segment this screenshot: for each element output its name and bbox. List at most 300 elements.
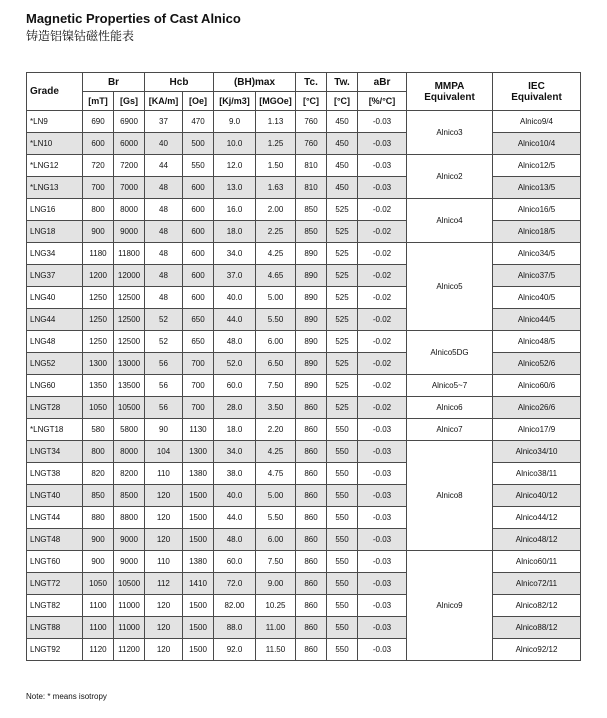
cell-abr: -0.03 xyxy=(358,111,407,133)
cell-iec-equivalent: Alnico34/10 xyxy=(493,441,581,463)
cell-hcb-kam: 120 xyxy=(145,639,183,661)
cell-bh-kjm3: 16.0 xyxy=(214,199,256,221)
cell-grade: LNGT88 xyxy=(27,617,83,639)
cell-bh-mgoe: 2.25 xyxy=(256,221,296,243)
cell-tc: 850 xyxy=(296,199,327,221)
cell-bh-kjm3: 40.0 xyxy=(214,287,256,309)
cell-iec-equivalent: Alnico44/5 xyxy=(493,309,581,331)
cell-hcb-oe: 1380 xyxy=(183,551,214,573)
cell-bh-mgoe: 11.00 xyxy=(256,617,296,639)
table-row xyxy=(27,155,581,177)
cell-grade: LNGT28 xyxy=(27,397,83,419)
cell-bh-kjm3: 18.0 xyxy=(214,221,256,243)
cell-tc: 760 xyxy=(296,133,327,155)
cell-tc: 890 xyxy=(296,287,327,309)
cell-hcb-oe: 700 xyxy=(183,375,214,397)
cell-bh-mgoe: 6.50 xyxy=(256,353,296,375)
cell-tw: 525 xyxy=(327,287,358,309)
cell-abr: -0.02 xyxy=(358,375,407,397)
cell-br-mt: 1120 xyxy=(83,639,114,661)
cell-hcb-kam: 44 xyxy=(145,155,183,177)
cell-hcb-kam: 56 xyxy=(145,397,183,419)
cell-tw: 525 xyxy=(327,353,358,375)
cell-iec-equivalent: Alnico40/5 xyxy=(493,287,581,309)
cell-tc: 860 xyxy=(296,485,327,507)
cell-tc: 860 xyxy=(296,617,327,639)
cell-tw: 525 xyxy=(327,199,358,221)
cell-bh-kjm3: 82.00 xyxy=(214,595,256,617)
cell-hcb-kam: 52 xyxy=(145,331,183,353)
cell-br-mt: 1250 xyxy=(83,331,114,353)
cell-bh-mgoe: 10.25 xyxy=(256,595,296,617)
cell-tc: 890 xyxy=(296,309,327,331)
cell-tc: 860 xyxy=(296,507,327,529)
cell-bh-kjm3: 38.0 xyxy=(214,463,256,485)
cell-grade: LNG37 xyxy=(27,265,83,287)
cell-bh-mgoe: 2.20 xyxy=(256,419,296,441)
cell-br-mt: 1200 xyxy=(83,265,114,287)
tw-header: Tw. xyxy=(327,73,358,92)
cell-tc: 860 xyxy=(296,441,327,463)
cell-br-mt: 880 xyxy=(83,507,114,529)
cell-br-gs: 7200 xyxy=(114,155,145,177)
cell-abr: -0.03 xyxy=(358,419,407,441)
cell-br-mt: 820 xyxy=(83,463,114,485)
cell-abr: -0.02 xyxy=(358,243,407,265)
cell-bh-mgoe: 6.00 xyxy=(256,331,296,353)
cell-grade: LNGT44 xyxy=(27,507,83,529)
cell-tw: 550 xyxy=(327,617,358,639)
cell-br-gs: 12500 xyxy=(114,331,145,353)
mmpa-header-line2: Equivalent xyxy=(424,91,475,103)
cell-bh-mgoe: 1.50 xyxy=(256,155,296,177)
table-row xyxy=(27,485,581,507)
cell-hcb-oe: 600 xyxy=(183,265,214,287)
cell-bh-kjm3: 48.0 xyxy=(214,529,256,551)
cell-bh-mgoe: 11.50 xyxy=(256,639,296,661)
cell-iec-equivalent: Alnico48/5 xyxy=(493,331,581,353)
cell-br-gs: 12000 xyxy=(114,265,145,287)
cell-br-mt: 700 xyxy=(83,177,114,199)
cell-mmpa-equivalent: Alnico8 xyxy=(407,441,493,551)
page-title: Magnetic Properties of Cast Alnico xyxy=(26,11,241,26)
cell-bh-kjm3: 12.0 xyxy=(214,155,256,177)
cell-grade: LNG18 xyxy=(27,221,83,243)
cell-grade: LNG40 xyxy=(27,287,83,309)
cell-bh-mgoe: 9.00 xyxy=(256,573,296,595)
cell-iec-equivalent: Alnico48/12 xyxy=(493,529,581,551)
cell-hcb-oe: 470 xyxy=(183,111,214,133)
table-row xyxy=(27,551,581,573)
cell-hcb-oe: 1500 xyxy=(183,529,214,551)
cell-hcb-kam: 120 xyxy=(145,617,183,639)
cell-iec-equivalent: Alnico17/9 xyxy=(493,419,581,441)
hcb-header: Hcb xyxy=(145,73,214,92)
cell-bh-kjm3: 52.0 xyxy=(214,353,256,375)
cell-tw: 550 xyxy=(327,463,358,485)
cell-bh-mgoe: 4.65 xyxy=(256,265,296,287)
unit-tw: [°C] xyxy=(327,92,358,111)
cell-bh-kjm3: 18.0 xyxy=(214,419,256,441)
cell-bh-kjm3: 9.0 xyxy=(214,111,256,133)
cell-tc: 760 xyxy=(296,111,327,133)
cell-tw: 550 xyxy=(327,639,358,661)
cell-bh-mgoe: 1.25 xyxy=(256,133,296,155)
cell-grade: LNGT48 xyxy=(27,529,83,551)
cell-br-mt: 1180 xyxy=(83,243,114,265)
table-row xyxy=(27,529,581,551)
cell-bh-kjm3: 10.0 xyxy=(214,133,256,155)
unit-bh-kjm3: [Kj/m3] xyxy=(214,92,256,111)
cell-tw: 550 xyxy=(327,441,358,463)
cell-tc: 890 xyxy=(296,331,327,353)
cell-iec-equivalent: Alnico92/12 xyxy=(493,639,581,661)
cell-mmpa-equivalent: Alnico5DG xyxy=(407,331,493,375)
cell-hcb-oe: 1410 xyxy=(183,573,214,595)
cell-bh-mgoe: 7.50 xyxy=(256,375,296,397)
table-row xyxy=(27,463,581,485)
cell-hcb-oe: 1500 xyxy=(183,507,214,529)
cell-tw: 525 xyxy=(327,397,358,419)
table-row xyxy=(27,507,581,529)
cell-iec-equivalent: Alnico72/11 xyxy=(493,573,581,595)
bhmax-header: (BH)max xyxy=(214,73,296,92)
table-row xyxy=(27,309,581,331)
cell-abr: -0.03 xyxy=(358,639,407,661)
cell-tc: 860 xyxy=(296,419,327,441)
cell-tc: 860 xyxy=(296,397,327,419)
table-row xyxy=(27,639,581,661)
cell-br-gs: 10500 xyxy=(114,397,145,419)
cell-abr: -0.03 xyxy=(358,463,407,485)
cell-bh-kjm3: 60.0 xyxy=(214,551,256,573)
cell-iec-equivalent: Alnico13/5 xyxy=(493,177,581,199)
cell-br-mt: 1250 xyxy=(83,287,114,309)
cell-mmpa-equivalent: Alnico9 xyxy=(407,551,493,661)
cell-tc: 890 xyxy=(296,243,327,265)
cell-tw: 550 xyxy=(327,551,358,573)
cell-br-mt: 690 xyxy=(83,111,114,133)
table-row xyxy=(27,573,581,595)
table-row xyxy=(27,331,581,353)
cell-hcb-kam: 48 xyxy=(145,287,183,309)
cell-tw: 525 xyxy=(327,243,358,265)
cell-br-gs: 6900 xyxy=(114,111,145,133)
cell-tc: 810 xyxy=(296,155,327,177)
cell-br-mt: 1050 xyxy=(83,397,114,419)
cell-mmpa-equivalent: Alnico3 xyxy=(407,111,493,155)
cell-tw: 450 xyxy=(327,177,358,199)
cell-abr: -0.03 xyxy=(358,595,407,617)
table-row xyxy=(27,265,581,287)
cell-tc: 860 xyxy=(296,595,327,617)
cell-hcb-kam: 90 xyxy=(145,419,183,441)
footnote: Note: * means isotropy xyxy=(26,692,107,701)
cell-hcb-kam: 48 xyxy=(145,265,183,287)
table-row xyxy=(27,287,581,309)
cell-abr: -0.02 xyxy=(358,309,407,331)
cell-hcb-kam: 120 xyxy=(145,507,183,529)
cell-grade: LNG52 xyxy=(27,353,83,375)
cell-abr: -0.02 xyxy=(358,331,407,353)
cell-hcb-oe: 600 xyxy=(183,199,214,221)
cell-br-gs: 13500 xyxy=(114,375,145,397)
cell-br-mt: 580 xyxy=(83,419,114,441)
cell-iec-equivalent: Alnico10/4 xyxy=(493,133,581,155)
cell-br-mt: 900 xyxy=(83,551,114,573)
cell-hcb-oe: 1500 xyxy=(183,595,214,617)
cell-br-mt: 800 xyxy=(83,199,114,221)
cell-tc: 890 xyxy=(296,353,327,375)
cell-hcb-oe: 1380 xyxy=(183,463,214,485)
cell-bh-mgoe: 5.50 xyxy=(256,507,296,529)
table-row xyxy=(27,441,581,463)
abr-header: aBr xyxy=(358,73,407,92)
cell-grade: LNG60 xyxy=(27,375,83,397)
cell-abr: -0.03 xyxy=(358,617,407,639)
cell-br-mt: 850 xyxy=(83,485,114,507)
cell-br-mt: 1250 xyxy=(83,309,114,331)
iec-header xyxy=(493,73,581,111)
cell-abr: -0.02 xyxy=(358,221,407,243)
cell-grade: *LN9 xyxy=(27,111,83,133)
cell-grade: LNG34 xyxy=(27,243,83,265)
table-row xyxy=(27,177,581,199)
cell-br-gs: 9000 xyxy=(114,551,145,573)
cell-bh-mgoe: 4.25 xyxy=(256,243,296,265)
table-row xyxy=(27,397,581,419)
cell-hcb-kam: 40 xyxy=(145,133,183,155)
cell-br-mt: 800 xyxy=(83,441,114,463)
cell-bh-kjm3: 13.0 xyxy=(214,177,256,199)
cell-grade: *LNGT18 xyxy=(27,419,83,441)
cell-br-gs: 12500 xyxy=(114,287,145,309)
cell-grade: LNGT72 xyxy=(27,573,83,595)
cell-hcb-kam: 48 xyxy=(145,177,183,199)
cell-grade: LNGT38 xyxy=(27,463,83,485)
iec-header-line2: Equivalent xyxy=(511,91,562,103)
cell-hcb-oe: 500 xyxy=(183,133,214,155)
cell-br-gs: 6000 xyxy=(114,133,145,155)
cell-hcb-oe: 700 xyxy=(183,397,214,419)
cell-abr: -0.02 xyxy=(358,265,407,287)
unit-hcb-oe: [Oe] xyxy=(183,92,214,111)
cell-bh-mgoe: 5.50 xyxy=(256,309,296,331)
cell-tc: 810 xyxy=(296,177,327,199)
cell-hcb-kam: 56 xyxy=(145,353,183,375)
cell-iec-equivalent: Alnico82/12 xyxy=(493,595,581,617)
cell-bh-kjm3: 40.0 xyxy=(214,485,256,507)
cell-bh-kjm3: 28.0 xyxy=(214,397,256,419)
unit-bh-mgoe: [MGOe] xyxy=(256,92,296,111)
table-row xyxy=(27,375,581,397)
cell-tw: 525 xyxy=(327,265,358,287)
cell-iec-equivalent: Alnico34/5 xyxy=(493,243,581,265)
cell-tw: 550 xyxy=(327,507,358,529)
cell-grade: LNGT92 xyxy=(27,639,83,661)
cell-tw: 525 xyxy=(327,221,358,243)
cell-abr: -0.03 xyxy=(358,507,407,529)
cell-br-mt: 1050 xyxy=(83,573,114,595)
cell-hcb-oe: 600 xyxy=(183,177,214,199)
cell-abr: -0.02 xyxy=(358,353,407,375)
page-subtitle: 铸造铝镍钴磁性能表 xyxy=(26,29,135,43)
cell-tw: 450 xyxy=(327,155,358,177)
cell-abr: -0.03 xyxy=(358,551,407,573)
cell-br-gs: 11800 xyxy=(114,243,145,265)
cell-bh-kjm3: 72.0 xyxy=(214,573,256,595)
cell-bh-mgoe: 1.13 xyxy=(256,111,296,133)
cell-bh-mgoe: 5.00 xyxy=(256,287,296,309)
cell-hcb-oe: 700 xyxy=(183,353,214,375)
table-row xyxy=(27,111,581,133)
cell-br-gs: 8800 xyxy=(114,507,145,529)
cell-iec-equivalent: Alnico40/12 xyxy=(493,485,581,507)
table-row xyxy=(27,221,581,243)
cell-abr: -0.02 xyxy=(358,287,407,309)
cell-abr: -0.03 xyxy=(358,441,407,463)
cell-iec-equivalent: Alnico26/6 xyxy=(493,397,581,419)
cell-abr: -0.03 xyxy=(358,573,407,595)
unit-tc: [°C] xyxy=(296,92,327,111)
cell-br-mt: 900 xyxy=(83,529,114,551)
cell-bh-kjm3: 88.0 xyxy=(214,617,256,639)
cell-bh-mgoe: 5.00 xyxy=(256,485,296,507)
unit-abr: [%/°C] xyxy=(358,92,407,111)
cell-tw: 550 xyxy=(327,485,358,507)
grade-header: Grade xyxy=(27,73,83,111)
cell-tw: 525 xyxy=(327,309,358,331)
cell-hcb-kam: 110 xyxy=(145,463,183,485)
table-row xyxy=(27,199,581,221)
cell-iec-equivalent: Alnico44/12 xyxy=(493,507,581,529)
cell-hcb-oe: 1500 xyxy=(183,639,214,661)
cell-mmpa-equivalent: Alnico4 xyxy=(407,199,493,243)
cell-grade: LNG48 xyxy=(27,331,83,353)
cell-abr: -0.03 xyxy=(358,177,407,199)
cell-hcb-oe: 550 xyxy=(183,155,214,177)
cell-tc: 890 xyxy=(296,375,327,397)
cell-hcb-kam: 110 xyxy=(145,551,183,573)
cell-hcb-kam: 104 xyxy=(145,441,183,463)
iec-header-line1: IEC xyxy=(528,80,545,92)
cell-hcb-kam: 112 xyxy=(145,573,183,595)
cell-hcb-kam: 48 xyxy=(145,221,183,243)
cell-br-mt: 1350 xyxy=(83,375,114,397)
cell-tc: 860 xyxy=(296,551,327,573)
cell-grade: LNGT82 xyxy=(27,595,83,617)
cell-tw: 550 xyxy=(327,529,358,551)
cell-iec-equivalent: Alnico9/4 xyxy=(493,111,581,133)
mmpa-header-line1: MMPA xyxy=(434,80,465,92)
tc-header: Tc. xyxy=(296,73,327,92)
cell-tw: 525 xyxy=(327,331,358,353)
cell-hcb-kam: 48 xyxy=(145,243,183,265)
unit-br-mt: [mT] xyxy=(83,92,114,111)
cell-abr: -0.03 xyxy=(358,155,407,177)
cell-iec-equivalent: Alnico60/6 xyxy=(493,375,581,397)
cell-hcb-oe: 1130 xyxy=(183,419,214,441)
cell-br-mt: 900 xyxy=(83,221,114,243)
cell-br-gs: 8200 xyxy=(114,463,145,485)
cell-abr: -0.03 xyxy=(358,133,407,155)
cell-tc: 850 xyxy=(296,221,327,243)
table-row xyxy=(27,617,581,639)
cell-br-gs: 11000 xyxy=(114,595,145,617)
cell-br-mt: 1100 xyxy=(83,595,114,617)
cell-hcb-kam: 120 xyxy=(145,529,183,551)
cell-hcb-kam: 37 xyxy=(145,111,183,133)
cell-mmpa-equivalent: Alnico5 xyxy=(407,243,493,331)
cell-iec-equivalent: Alnico38/11 xyxy=(493,463,581,485)
cell-br-mt: 1300 xyxy=(83,353,114,375)
cell-abr: -0.03 xyxy=(358,529,407,551)
table-row xyxy=(27,595,581,617)
cell-bh-mgoe: 2.00 xyxy=(256,199,296,221)
cell-hcb-kam: 120 xyxy=(145,485,183,507)
cell-iec-equivalent: Alnico37/5 xyxy=(493,265,581,287)
properties-table xyxy=(26,72,581,661)
cell-br-gs: 7000 xyxy=(114,177,145,199)
cell-hcb-oe: 1500 xyxy=(183,617,214,639)
cell-grade: LNGT60 xyxy=(27,551,83,573)
cell-tc: 860 xyxy=(296,639,327,661)
cell-hcb-oe: 650 xyxy=(183,309,214,331)
cell-iec-equivalent: Alnico52/6 xyxy=(493,353,581,375)
cell-grade: *LNG13 xyxy=(27,177,83,199)
cell-tc: 860 xyxy=(296,529,327,551)
cell-br-gs: 11000 xyxy=(114,617,145,639)
cell-br-mt: 720 xyxy=(83,155,114,177)
cell-bh-mgoe: 4.75 xyxy=(256,463,296,485)
cell-tw: 525 xyxy=(327,375,358,397)
cell-iec-equivalent: Alnico12/5 xyxy=(493,155,581,177)
cell-iec-equivalent: Alnico60/11 xyxy=(493,551,581,573)
cell-hcb-kam: 56 xyxy=(145,375,183,397)
unit-hcb-kam: [KA/m] xyxy=(145,92,183,111)
cell-bh-kjm3: 44.0 xyxy=(214,309,256,331)
cell-hcb-oe: 600 xyxy=(183,221,214,243)
cell-tc: 890 xyxy=(296,265,327,287)
cell-mmpa-equivalent: Alnico5~7 xyxy=(407,375,493,397)
cell-br-gs: 8000 xyxy=(114,199,145,221)
cell-br-gs: 12500 xyxy=(114,309,145,331)
cell-hcb-kam: 52 xyxy=(145,309,183,331)
cell-abr: -0.02 xyxy=(358,397,407,419)
cell-bh-kjm3: 92.0 xyxy=(214,639,256,661)
cell-bh-kjm3: 44.0 xyxy=(214,507,256,529)
cell-bh-kjm3: 60.0 xyxy=(214,375,256,397)
cell-br-gs: 10500 xyxy=(114,573,145,595)
cell-tw: 550 xyxy=(327,595,358,617)
cell-abr: -0.03 xyxy=(358,485,407,507)
cell-hcb-oe: 600 xyxy=(183,287,214,309)
cell-grade: *LNG12 xyxy=(27,155,83,177)
cell-bh-kjm3: 34.0 xyxy=(214,243,256,265)
cell-grade: LNGT34 xyxy=(27,441,83,463)
cell-tw: 450 xyxy=(327,111,358,133)
cell-iec-equivalent: Alnico88/12 xyxy=(493,617,581,639)
cell-grade: LNGT40 xyxy=(27,485,83,507)
cell-bh-mgoe: 3.50 xyxy=(256,397,296,419)
cell-br-gs: 8500 xyxy=(114,485,145,507)
table-row xyxy=(27,353,581,375)
cell-mmpa-equivalent: Alnico2 xyxy=(407,155,493,199)
cell-tc: 860 xyxy=(296,573,327,595)
cell-grade: *LN10 xyxy=(27,133,83,155)
cell-mmpa-equivalent: Alnico7 xyxy=(407,419,493,441)
cell-bh-mgoe: 6.00 xyxy=(256,529,296,551)
